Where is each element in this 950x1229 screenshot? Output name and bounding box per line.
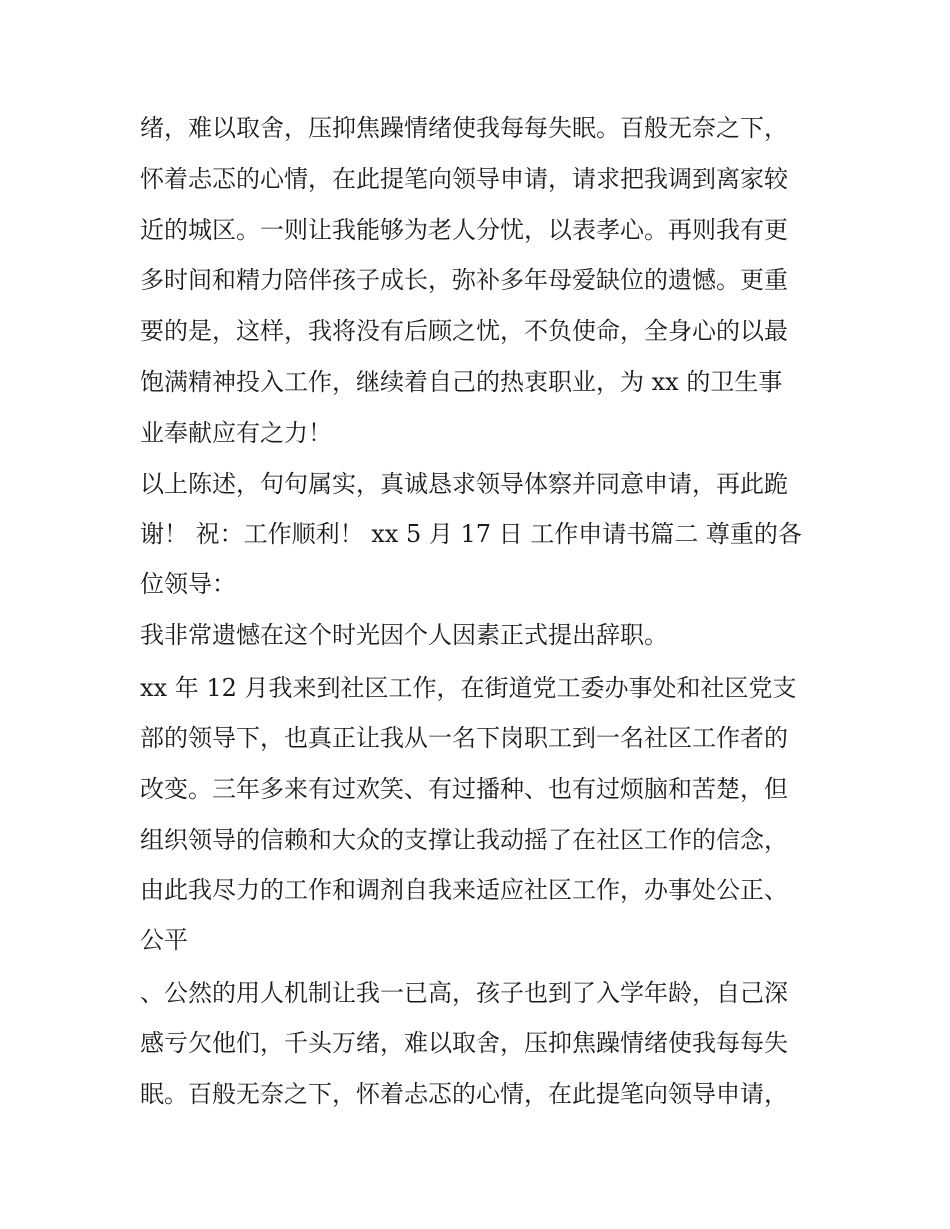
text-line: 要的是，这样，我将没有后顾之忧，不负使命，全身心的以最 bbox=[140, 317, 788, 345]
text-line: 部的领导下，也真正让我从一名下岗职工到一名社区工作者的 bbox=[140, 724, 788, 752]
text-line: 绪，难以取舍，压抑焦躁情绪使我每每失眠。百般无奈之下， bbox=[140, 114, 788, 142]
text-line: 组织领导的信赖和大众的支撑让我动摇了在社区工作的信念， bbox=[140, 826, 788, 854]
text-line: 眠。百般无奈之下，怀着忐忑的心情，在此提笔向领导申请， bbox=[140, 1080, 788, 1108]
text-line: 位领导： bbox=[140, 570, 236, 598]
text-line: 由此我尽力的工作和调剂自我来适应社区工作，办事处公正、 bbox=[140, 876, 788, 904]
text-line: xx 年 12 月我来到社区工作，在街道党工委办事处和社区党支 bbox=[140, 674, 797, 702]
text-line: 近的城区。一则让我能够为老人分忧，以表孝心。再则我有更 bbox=[140, 216, 788, 244]
text-line: 谢！ 祝：工作顺利！ xx 5 月 17 日 工作申请书篇二 尊重的各 bbox=[140, 520, 802, 548]
text-line: 业奉献应有之力！ bbox=[140, 419, 332, 447]
text-line: 、公然的用人机制让我一已高，孩子也到了入学年龄，自己深 bbox=[140, 979, 788, 1007]
text-line: 饱满精神投入工作，继续着自己的热衷职业，为 xx 的卫生事 bbox=[140, 368, 783, 396]
text-line: 我非常遗憾在这个时光因个人因素正式提出辞职。 bbox=[140, 621, 668, 649]
text-line: 公平 bbox=[140, 926, 188, 954]
text-line: 怀着忐忑的心情，在此提笔向领导申请，请求把我调到离家较 bbox=[140, 165, 788, 193]
text-line: 多时间和精力陪伴孩子成长，弥补多年母爱缺位的遗憾。更重 bbox=[140, 266, 788, 294]
text-line: 感亏欠他们，千头万绪，难以取舍，压抑焦躁情绪使我每每失 bbox=[140, 1029, 788, 1057]
text-line: 改变。三年多来有过欢笑、有过播种、也有过烦脑和苦楚，但 bbox=[140, 775, 788, 803]
text-line: 以上陈述，句句属实，真诚恳求领导体察并同意申请，再此跪 bbox=[140, 470, 788, 498]
